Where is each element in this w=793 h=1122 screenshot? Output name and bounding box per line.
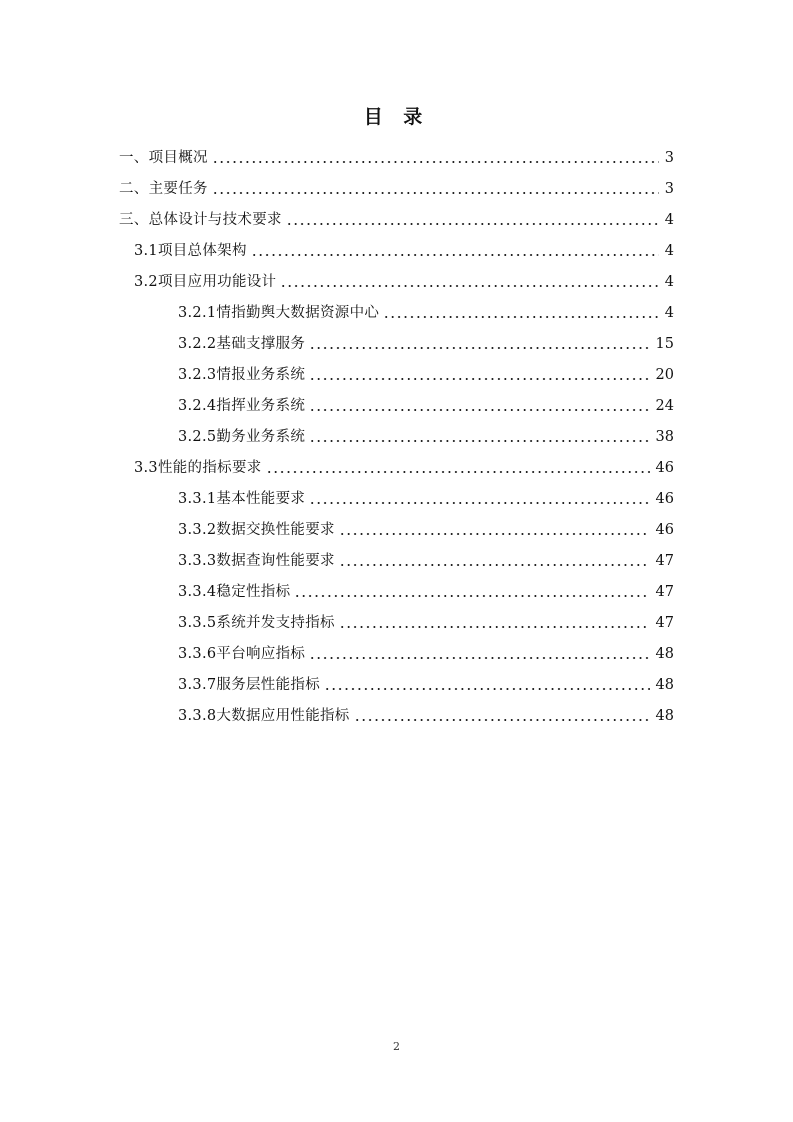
toc-entry-label: 3.2项目应用功能设计 xyxy=(134,274,277,290)
toc-entry-page: 38 xyxy=(655,429,674,445)
dot-leader xyxy=(339,533,650,535)
toc-entry-page: 48 xyxy=(655,677,674,693)
toc-entry-label: 3.3性能的指标要求 xyxy=(134,460,262,476)
toc-entry-page: 4 xyxy=(664,243,674,259)
toc-entry-label: 3.3.7服务层性能指标 xyxy=(178,677,320,693)
dot-leader xyxy=(339,564,650,566)
dot-leader xyxy=(309,378,649,380)
toc-entry-label: 三、总体设计与技术要求 xyxy=(119,212,282,228)
toc-entry-page: 48 xyxy=(655,708,674,724)
dot-leader xyxy=(309,502,649,504)
dot-leader xyxy=(309,409,649,411)
toc-entry[interactable] xyxy=(178,328,674,354)
toc-entry[interactable] xyxy=(119,173,674,199)
toc-entry[interactable] xyxy=(178,700,674,726)
toc-entry-page: 4 xyxy=(664,305,674,321)
page-number: 2 xyxy=(393,1040,400,1053)
dot-leader xyxy=(339,626,650,628)
dot-leader xyxy=(354,719,650,721)
toc-entry-page: 46 xyxy=(655,522,674,538)
toc-entry-page: 4 xyxy=(664,212,674,228)
toc-entry-page: 4 xyxy=(664,274,674,290)
dot-leader xyxy=(212,161,659,163)
toc-entry[interactable] xyxy=(178,669,674,695)
toc-entry-page: 46 xyxy=(655,460,674,476)
dot-leader xyxy=(383,316,659,318)
dot-leader xyxy=(251,254,659,256)
toc-entry[interactable] xyxy=(134,452,674,478)
toc-entry-label: 3.1项目总体架构 xyxy=(134,243,247,259)
toc-entry-label: 二、主要任务 xyxy=(119,181,208,197)
toc-entry[interactable] xyxy=(178,607,674,633)
toc-entry-page: 20 xyxy=(655,367,674,383)
toc-entry-page: 48 xyxy=(655,646,674,662)
toc-entry[interactable] xyxy=(134,235,674,261)
toc-entry-page: 47 xyxy=(655,553,674,569)
toc-entry[interactable] xyxy=(119,204,674,230)
toc-entry[interactable] xyxy=(134,266,674,292)
toc-entry-page: 3 xyxy=(664,181,674,197)
dot-leader xyxy=(309,347,649,349)
dot-leader xyxy=(266,471,650,473)
toc-entry-page: 24 xyxy=(655,398,674,414)
toc-entry-page: 46 xyxy=(655,491,674,507)
toc-entry-label: 3.2.4指挥业务系统 xyxy=(178,398,306,414)
toc-entry[interactable] xyxy=(178,576,674,602)
toc-entry[interactable] xyxy=(178,297,674,323)
toc-entry[interactable] xyxy=(178,514,674,540)
toc-entry[interactable] xyxy=(178,545,674,571)
toc-entry[interactable] xyxy=(178,390,674,416)
toc-entry-label: 3.3.2数据交换性能要求 xyxy=(178,522,335,538)
toc-entry-label: 3.3.5系统并发支持指标 xyxy=(178,615,335,631)
toc-entry-label: 3.2.2基础支撑服务 xyxy=(178,336,306,352)
toc-entry-label: 3.3.4稳定性指标 xyxy=(178,584,291,600)
toc-entry-page: 15 xyxy=(655,336,674,352)
toc-entry-label: 3.2.1情指勤舆大数据资源中心 xyxy=(178,305,380,321)
toc-entry[interactable] xyxy=(178,421,674,447)
toc-entry-label: 3.3.1基本性能要求 xyxy=(178,491,306,507)
toc-entry-label: 3.2.5勤务业务系统 xyxy=(178,429,306,445)
toc-entry-label: 3.2.3情报业务系统 xyxy=(178,367,306,383)
toc-entry-label: 3.3.3数据查询性能要求 xyxy=(178,553,335,569)
toc-entry-label: 3.3.8大数据应用性能指标 xyxy=(178,708,350,724)
dot-leader xyxy=(286,223,659,225)
dot-leader xyxy=(294,595,649,597)
toc-entry-page: 47 xyxy=(655,584,674,600)
toc-entry[interactable] xyxy=(178,483,674,509)
toc-entry-label: 一、项目概况 xyxy=(119,150,208,166)
toc-title: 目 录 xyxy=(363,106,430,128)
toc-entry-page: 47 xyxy=(655,615,674,631)
dot-leader xyxy=(212,192,659,194)
toc-entry-page: 3 xyxy=(664,150,674,166)
toc-entry[interactable] xyxy=(178,638,674,664)
dot-leader xyxy=(280,285,658,287)
toc-entry[interactable] xyxy=(178,359,674,385)
dot-leader xyxy=(324,688,650,690)
toc-entry[interactable] xyxy=(119,142,674,168)
dot-leader xyxy=(309,657,649,659)
dot-leader xyxy=(309,440,649,442)
toc-entry-label: 3.3.6平台响应指标 xyxy=(178,646,306,662)
